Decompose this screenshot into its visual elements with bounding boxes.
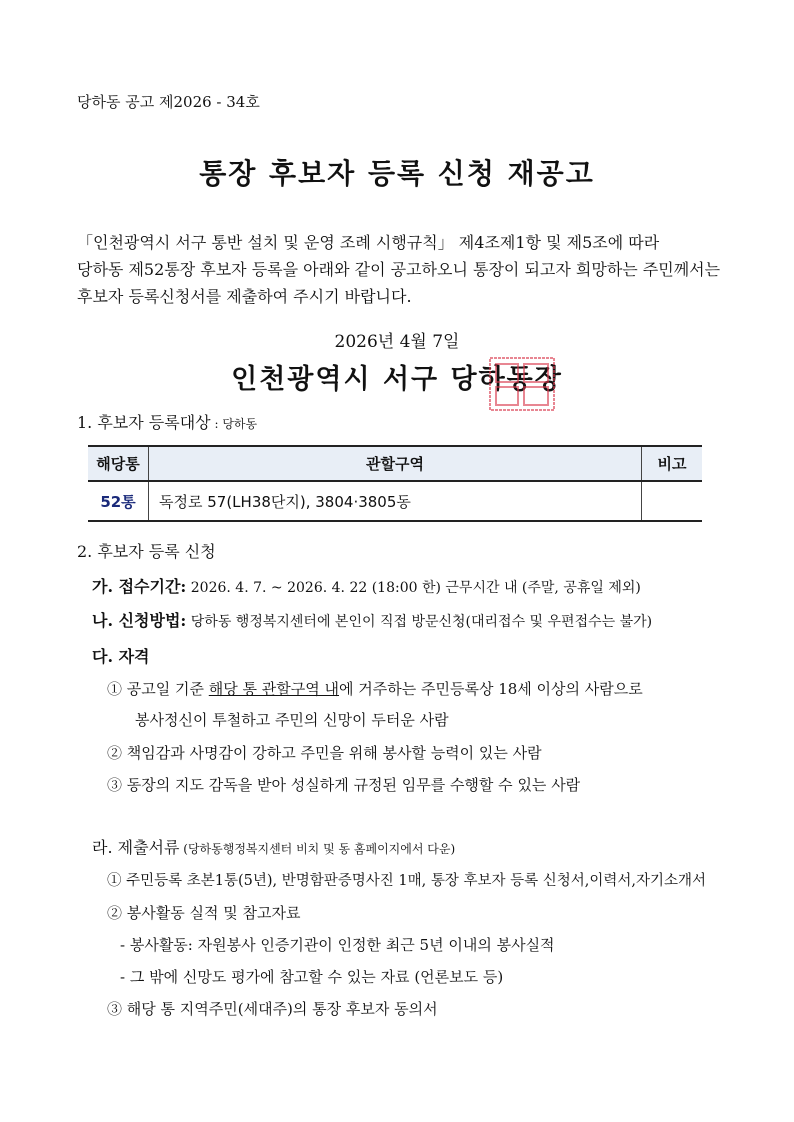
section-1-label: 1. 후보자 등록대상 [77,413,211,432]
page-title: 통장 후보자 등록 신청 재공고 [199,157,595,190]
document-2-sub-1: - 봉사활동: 자원봉사 인증기관이 인정한 최근 5년 이내의 봉사실적 [120,936,555,954]
header-area: 관할구역 [149,446,642,481]
qualification-1-cont: 봉사정신이 투철하고 주민의 신망이 두터운 사람 [135,711,449,729]
document-2: ② 봉사활동 실적 및 참고자료 [107,904,301,922]
qualification-1-underline: 해당 통 관할구역 내 [208,680,339,698]
documents-label: 라. 제출서류 [92,838,180,857]
intro-line-2: 당하동 제52통장 후보자 등록을 아래와 같이 공고하오니 통장이 되고자 희망하는 주민께서는 [77,260,721,279]
reception-period-value: 2026. 4. 7. ~ 2026. 4. 22 (18:00 한) 근무시간 내 (주말, 공휴일 제외) [186,580,641,596]
qualification-label: 다. 자격 [92,647,150,666]
document-1: ① 주민등록 초본1통(5년), 반명함판증명사진 1매, 통장 후보자 등록 신청서,이력서,자기소개서 [107,873,707,889]
documents-note: (당하동행정복지센터 비치 및 동 홈페이지에서 다운) [179,842,456,856]
cell-note [642,481,703,521]
document-number: 당하동 공고 제2026 - 34호 [77,93,260,111]
notice-date: 2026년 4월 7일 [334,332,460,352]
qualification-1-pre: ① 공고일 기준 [107,680,209,698]
qualification-1 [107,682,643,697]
section-1-heading [77,415,257,431]
qualification-1-post: 에 거주하는 주민등록상 18세 이상의 사람으로 [339,680,643,698]
qualification-heading [92,649,150,665]
intro-line-3: 후보자 등록신청서를 제출하여 주시기 바랍니다. [77,287,412,306]
document-3: ③ 해당 통 지역주민(세대주)의 통장 후보자 동의서 [107,1000,438,1018]
issuer-signature: 인천광역시 서구 당하동장 [231,364,563,395]
intro-line-1: 「인천광역시 서구 통반 설치 및 운영 조례 시행규칙」 제4조제1항 및 제5조에 따라 [77,233,660,252]
qualification-2: ② 책임감과 사명감이 강하고 주민을 위해 봉사할 능력이 있는 사람 [107,744,542,762]
application-method-label: 나. 신청방법: [92,611,187,630]
documents-heading [92,840,455,856]
section-1-value: : 당하동 [210,417,258,431]
header-note: 비고 [642,446,703,481]
reception-period [92,579,641,595]
application-method-value: 당하동 행정복지센터에 본인이 직접 방문신청(대리접수 및 우편접수는 불가) [186,614,653,630]
qualification-3: ③ 동장의 지도 감독을 받아 성실하게 규정된 임무를 수행할 수 있는 사람 [107,776,581,794]
cell-tong: 52통 [88,481,149,521]
header-tong: 해당통 [88,446,149,481]
document-2-sub-2: - 그 밖에 신망도 평가에 참고할 수 있는 자료 (언론보도 등) [120,968,504,986]
section-2-heading: 2. 후보자 등록 신청 [77,542,216,561]
cell-area: 독정로 57(LH38단지), 3804·3805동 [149,481,642,521]
table-row [88,481,702,521]
table-header-row [88,446,702,481]
official-seal-icon [488,356,556,412]
application-method [92,613,652,629]
district-table [88,445,702,522]
reception-period-label: 가. 접수기간: [92,577,187,596]
